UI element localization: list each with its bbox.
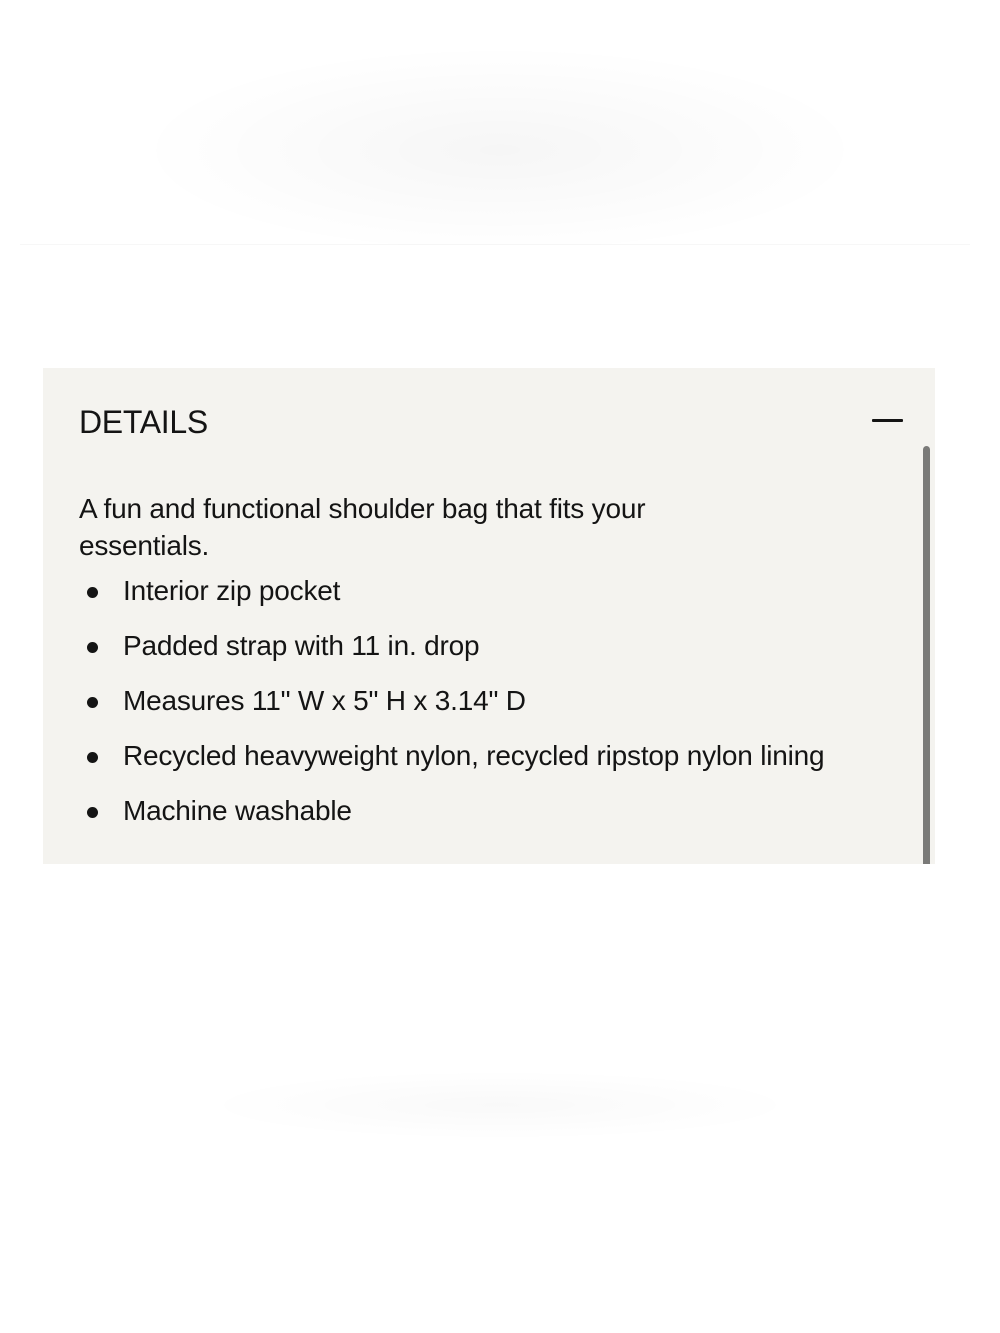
top-shadow-band — [0, 0, 1000, 245]
bottom-shadow-band — [0, 1040, 1000, 1160]
bullet-icon — [87, 642, 98, 653]
minus-icon — [872, 419, 903, 422]
feature-text: Measures 11" W x 5" H x 3.14" D — [123, 685, 526, 716]
product-description: A fun and functional shoulder bag that fits your essentials. — [79, 493, 646, 561]
details-accordion — [43, 368, 935, 864]
bullet-icon — [87, 587, 98, 598]
details-title: DETAILS — [79, 404, 208, 440]
list-item — [79, 733, 899, 779]
collapse-button[interactable] — [865, 402, 909, 438]
bullet-icon — [87, 697, 98, 708]
feature-list — [79, 568, 899, 834]
feature-text: Padded strap with 11 in. drop — [123, 630, 480, 661]
list-item — [79, 568, 899, 614]
bullet-icon — [87, 752, 98, 763]
feature-text: Interior zip pocket — [123, 575, 341, 606]
feature-text: Machine washable — [123, 795, 352, 826]
details-accordion-header[interactable] — [43, 368, 935, 478]
feature-text: Recycled heavyweight nylon, recycled ripstop nylon lining — [123, 740, 825, 771]
list-item — [79, 623, 899, 669]
scrollbar[interactable] — [923, 446, 930, 864]
list-item — [79, 788, 899, 834]
details-content — [79, 490, 899, 843]
scrollbar-thumb[interactable] — [923, 446, 930, 864]
bullet-icon — [87, 807, 98, 818]
list-item — [79, 678, 899, 724]
